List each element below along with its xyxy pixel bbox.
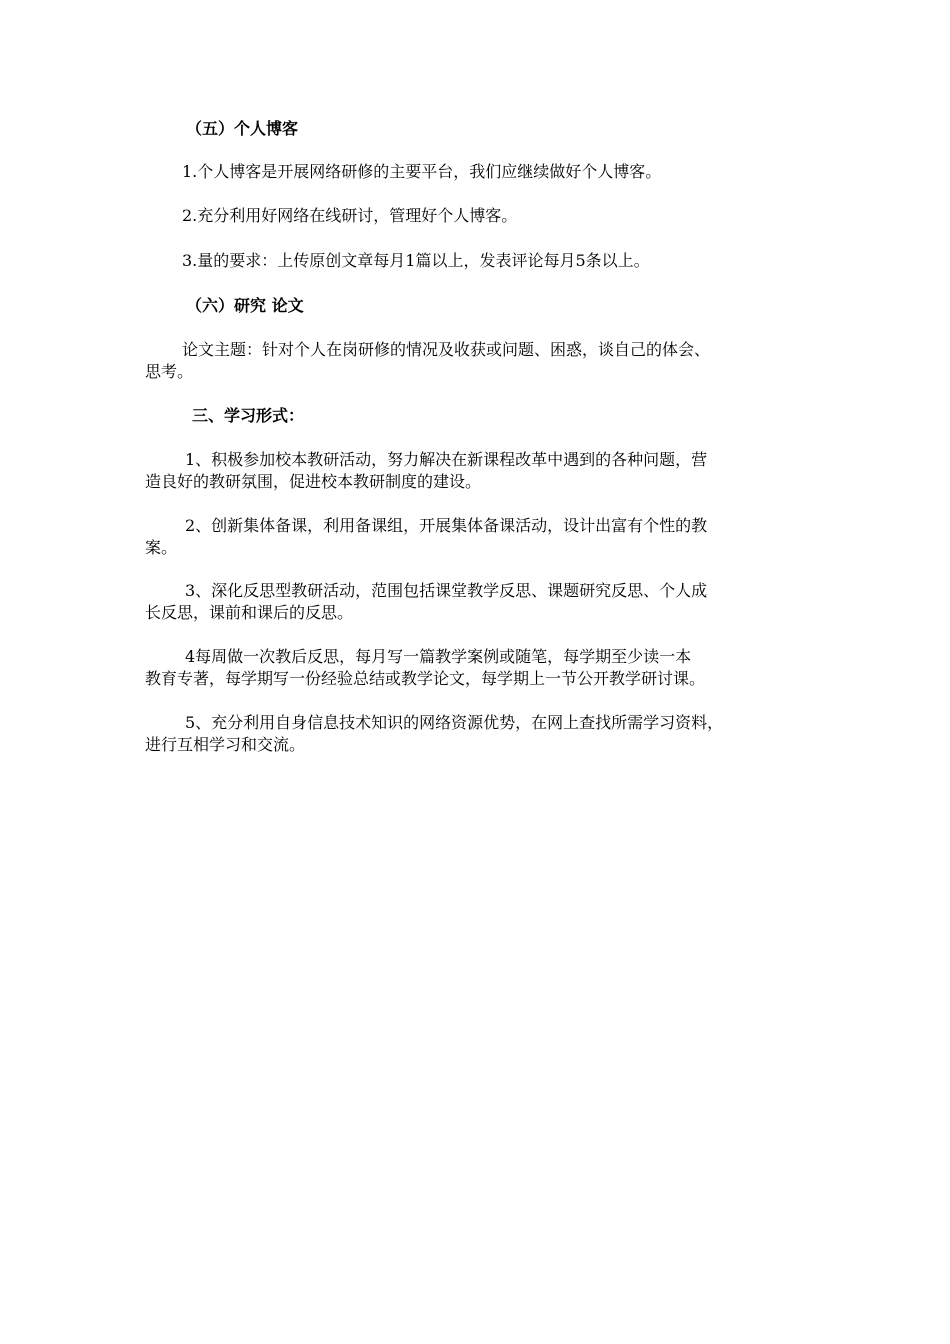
paragraph-line: 思考。 bbox=[145, 362, 194, 381]
paragraph-line: 教育专著，每学期写一份经验总结或教学论文，每学期上一节公开教学研讨课。 bbox=[145, 669, 706, 688]
section-five-heading: （五）个人博客 bbox=[186, 119, 299, 138]
section-five-item-1 bbox=[145, 161, 817, 183]
section-six-heading: （六）研究 论文 bbox=[186, 296, 304, 315]
paragraph-line: 4每周做一次教后反思，每月写一篇教学案例或随笔，每学期至少读一本 bbox=[185, 647, 692, 666]
paragraph-line: 长反思，课前和课后的反思。 bbox=[145, 603, 354, 622]
paragraph-line: 1.个人博客是开展网络研修的主要平台，我们应继续做好个人博客。 bbox=[182, 162, 662, 181]
paragraph-line: 进行互相学习和交流。 bbox=[145, 735, 306, 754]
section-five-item-3 bbox=[145, 250, 817, 272]
paragraph-line: 2.充分利用好网络在线研讨，管理好个人博客。 bbox=[182, 206, 518, 225]
paragraph-line: 3.量的要求：上传原创文章每月1篇以上，发表评论每月5条以上。 bbox=[182, 251, 650, 270]
paragraph-line: 案。 bbox=[145, 538, 178, 557]
section-three-heading: 三、学习形式： bbox=[192, 406, 305, 425]
study-form-item-5 bbox=[145, 712, 817, 756]
study-form-item-4 bbox=[145, 646, 817, 690]
paragraph-line: 2、创新集体备课，利用备课组，开展集体备课活动，设计出富有个性的教 bbox=[185, 516, 708, 535]
study-form-item-2 bbox=[145, 515, 817, 559]
study-form-item-1 bbox=[145, 449, 817, 493]
paragraph-line: 1、积极参加校本教研活动，努力解决在新课程改革中遇到的各种问题，营 bbox=[185, 450, 708, 469]
section-six-body bbox=[145, 339, 817, 383]
study-form-item-3 bbox=[145, 580, 817, 624]
section-five-item-2 bbox=[145, 205, 817, 227]
paragraph-line: 3、深化反思型教研活动，范围包括课堂教学反思、课题研究反思、个人成 bbox=[185, 581, 708, 600]
paragraph-line: 论文主题：针对个人在岗研修的情况及收获或问题、困惑，谈自己的体会、 bbox=[182, 340, 711, 359]
paragraph-line: 造良好的教研氛围，促进校本教研制度的建设。 bbox=[145, 472, 482, 491]
paragraph-line: 5、充分利用自身信息技术知识的网络资源优势，在网上查找所需学习资料， bbox=[185, 713, 724, 732]
